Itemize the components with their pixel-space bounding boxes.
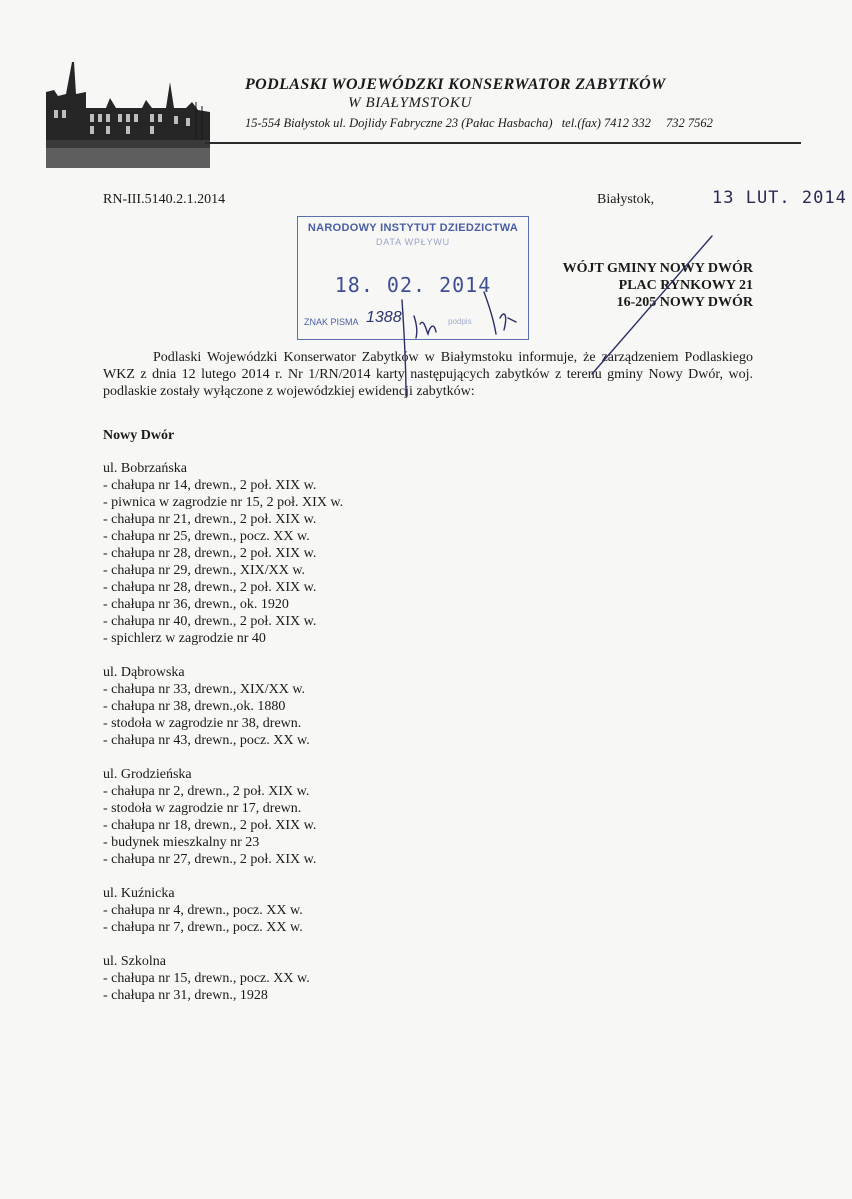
letterhead-tel: tel.(fax) 7412 332 <box>561 116 651 130</box>
street-name: ul. Bobrzańska <box>103 461 187 476</box>
monument-item: - chałupa nr 43, drewn., pocz. XX w. <box>103 733 310 748</box>
addressee-line-2: PLAC RYNKOWY 21 <box>618 278 753 293</box>
street-group <box>103 953 343 1004</box>
monument-item: - chałupa nr 28, drewn., 2 poł. XIX w. <box>103 546 317 561</box>
receipt-stamp-label: DATA WPŁYWU <box>376 237 450 247</box>
reference-number: RN-III.5140.2.1.2014 <box>103 192 226 207</box>
street-name: ul. Grodzieńska <box>103 767 192 782</box>
street-name: ul. Dąbrowska <box>103 665 185 680</box>
letterhead-city: W BIAŁYMSTOKU <box>348 95 472 111</box>
monument-item: - chałupa nr 18, drewn., 2 poł. XIX w. <box>103 818 317 833</box>
monument-item: - chałupa nr 29, drewn., XIX/XX w. <box>103 563 306 578</box>
place-label: Białystok, <box>597 192 655 207</box>
street-name: ul. Szkolna <box>103 954 166 969</box>
monument-item: - stodoła w zagrodzie nr 38, drewn. <box>103 716 302 731</box>
letterhead-divider <box>205 142 801 144</box>
receipt-stamp-ref-label: ZNAK PISMA <box>304 317 359 327</box>
monument-item: - chałupa nr 21, drewn., 2 poł. XIX w. <box>103 512 317 527</box>
receipt-stamp-date: 18. 02. 2014 <box>334 273 492 297</box>
monument-item: - chałupa nr 40, drewn., 2 poł. XIX w. <box>103 614 317 629</box>
monument-item: - chałupa nr 25, drewn., pocz. XX w. <box>103 529 310 544</box>
addressee-line-1: WÓJT GMINY NOWY DWÓR <box>562 261 753 276</box>
street-group <box>103 460 343 647</box>
letterhead-title: PODLASKI WOJEWÓDZKI KONSERWATOR ZABYTKÓW <box>245 76 666 93</box>
monument-item: - chałupa nr 28, drewn., 2 poł. XIX w. <box>103 580 317 595</box>
letterhead-address-line <box>245 116 713 131</box>
street-group <box>103 766 343 868</box>
palace-logo-image <box>46 62 210 168</box>
addressee-line-3: 16-205 NOWY DWÓR <box>616 295 753 310</box>
receipt-stamp-institution: NARODOWY INSTYTUT DZIEDZICTWA <box>307 222 519 234</box>
monuments-list <box>103 460 343 1021</box>
monument-item: - spichlerz w zagrodzie nr 40 <box>103 631 266 646</box>
monument-item: - piwnica w zagrodzie nr 15, 2 poł. XIX w. <box>103 495 344 510</box>
monument-item: - chałupa nr 33, drewn., XIX/XX w. <box>103 682 306 697</box>
monument-item: - budynek mieszkalny nr 23 <box>103 835 260 850</box>
letterhead-tel2: 732 7562 <box>666 116 713 130</box>
monument-item: - chałupa nr 4, drewn., pocz. XX w. <box>103 903 303 918</box>
monument-item: - chałupa nr 31, drewn., 1928 <box>103 988 268 1003</box>
receipt-stamp-number: 1388 <box>366 309 402 326</box>
date-stamp: 13 LUT. 2014 <box>712 188 847 208</box>
section-title: Nowy Dwór <box>103 428 175 443</box>
street-group <box>103 885 343 936</box>
monument-item: - chałupa nr 14, drewn., 2 poł. XIX w. <box>103 478 317 493</box>
street-group <box>103 664 343 749</box>
monument-item: - chałupa nr 36, drewn., ok. 1920 <box>103 597 289 612</box>
letterhead-address: 15-554 Białystok ul. Dojlidy Fabryczne 23 (Pałac Hasbacha) <box>245 116 553 130</box>
addressee-block <box>520 260 753 311</box>
receipt-stamp <box>297 216 529 340</box>
monument-item: - stodoła w zagrodzie nr 17, drewn. <box>103 801 302 816</box>
monument-item: - chałupa nr 27, drewn., 2 poł. XIX w. <box>103 852 317 867</box>
monument-item: - chałupa nr 38, drewn.,ok. 1880 <box>103 699 286 714</box>
intro-paragraph: Podlaski Wojewódzki Konserwator Zabytków w Białymstoku informuje, że zarządzeniem Podlaskiego WKZ z dnia 12 lutego 2014 r. Nr 1/RN/2014 karty następujących zabytków z terenu gminy Nowy Dwór, woj. podlaskie zostały wyłączone z wojewódzkiej ewidencji zabytków: <box>103 350 753 399</box>
street-name: ul. Kuźnicka <box>103 886 175 901</box>
monument-item: - chałupa nr 2, drewn., 2 poł. XIX w. <box>103 784 310 799</box>
monument-item: - chałupa nr 7, drewn., pocz. XX w. <box>103 920 303 935</box>
receipt-stamp-signature-label: podpis <box>448 317 472 326</box>
monument-item: - chałupa nr 15, drewn., pocz. XX w. <box>103 971 310 986</box>
